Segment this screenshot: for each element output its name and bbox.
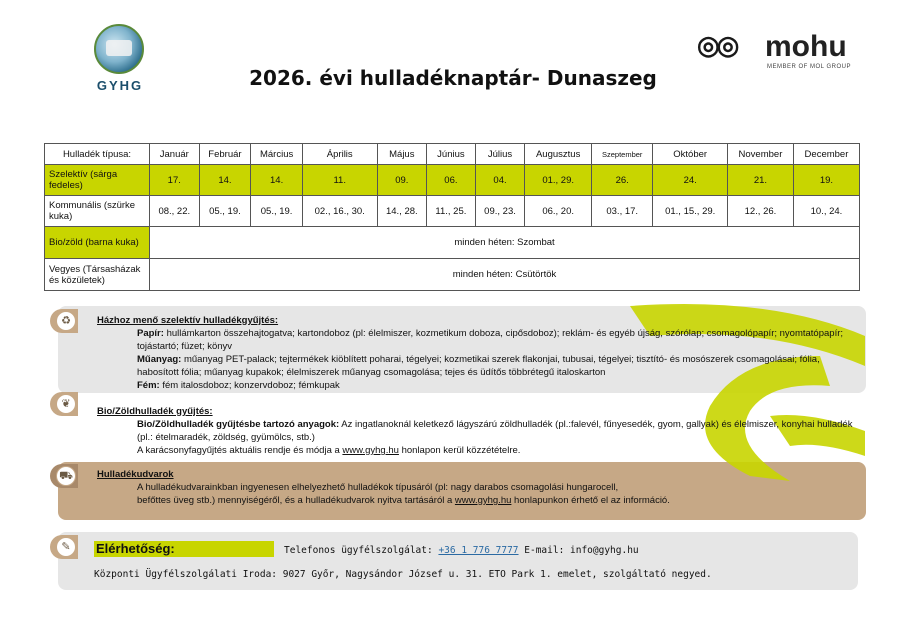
table-cell: 09. (377, 165, 427, 196)
phone-label: Telefonos ügyfélszolgálat: (284, 545, 433, 556)
selective-heading: Házhoz menő szelektív hulladékgyűjtés: (97, 315, 279, 326)
paper-label: Papír: (137, 328, 164, 339)
month-header: Július (475, 144, 525, 165)
paper-text: hullámkarton összehajtogatva; kartondoboz (pl: élelmiszer, kozmetikum doboza, cipősdoboz); reklám- és egyéb újság, szórólap; csomagolópapír; nyomtatópapír; tojástartó; füzet; könyv (137, 328, 844, 352)
mohu-logo-word: mohu (765, 30, 847, 63)
table-cell: 11. (302, 165, 377, 196)
plastic-label: Műanyag: (137, 354, 182, 365)
table-cell: 14. (251, 165, 303, 196)
mohu-mark-icon: ◎◎ (697, 30, 737, 60)
yard-line2-post: honlapunkon érhető el az információ. (511, 495, 670, 506)
recycle-icon: ♻ (50, 309, 78, 333)
table-cell: 17. (150, 165, 200, 196)
month-header: Október (653, 144, 728, 165)
table-header-row (45, 144, 860, 165)
table-cell: 01., 15., 29. (653, 196, 728, 227)
table-cell: 04. (475, 165, 525, 196)
month-header: Április (302, 144, 377, 165)
mohu-logo-subtitle: MEMBER OF MOL GROUP (767, 64, 851, 70)
office-address: Központi Ügyfélszolgálati Iroda: 9027 Győr, Nagysándor József u. 31. ETO Park 1. emelet, szolgáltató negyed. (94, 569, 712, 580)
table-cell: 24. (653, 165, 728, 196)
gyhg-logo-text: GYHG (96, 78, 144, 93)
month-header: Február (199, 144, 251, 165)
month-header: November (727, 144, 793, 165)
table-cell: 05., 19. (251, 196, 303, 227)
yard-heading: Hulladékudvarok (97, 469, 174, 480)
table-cell: 14., 28. (377, 196, 427, 227)
table-cell: 21. (727, 165, 793, 196)
table-span-cell: minden héten: Csütörtök (150, 259, 860, 291)
month-header: December (793, 144, 859, 165)
contact-phone-line (284, 545, 639, 556)
table-cell: 09., 23. (475, 196, 525, 227)
table-row (45, 227, 860, 259)
table-header-label: Hulladék típusa: (45, 144, 150, 165)
phone-link[interactable]: +36 1 776 7777 (438, 545, 519, 556)
xmas-text-pre: A karácsonyfagyűjtés aktuális rendje és módja a (137, 445, 343, 456)
metal-label: Fém: (137, 380, 160, 391)
table-cell: 03., 17. (592, 196, 653, 227)
row-label: Szelektív (sárga fedeles) (45, 165, 150, 196)
waste-calendar-table (44, 143, 860, 291)
table-row (45, 196, 860, 227)
table-cell: 26. (592, 165, 653, 196)
month-header: Június (427, 144, 476, 165)
truck-icon: ⛟ (50, 464, 78, 488)
table-cell: 06. (427, 165, 476, 196)
table-cell: 12., 26. (727, 196, 793, 227)
xmas-text-post: honlapon kerül közzétételre. (398, 445, 521, 456)
month-header: Január (150, 144, 200, 165)
gyhg-link[interactable]: www.gyhg.hu (454, 495, 512, 506)
row-label: Bio/zöld (barna kuka) (45, 227, 150, 259)
metal-text: fém italosdoboz; konzervdoboz; fémkupak (159, 380, 340, 391)
selective-section (97, 314, 857, 392)
plastic-text: műanyag PET-palack; tejtermékek kiöblített poharai, tégelyei; kozmetikai szerek flakonjai, tubusai, tégelyei; tisztító- és mosószerek csomagolásai; fólia, habosított fólia; műanyag kupakok; élelmiszerek műanyag csomagolása; tejes és üdítős többrétegű italoskarton (137, 354, 820, 378)
table-cell: 14. (199, 165, 251, 196)
bio-heading: Bio/Zöldhulladék gyűjtés: (97, 406, 213, 417)
table-cell: 02., 16., 30. (302, 196, 377, 227)
gyhg-link[interactable]: www.gyhg.hu (342, 445, 399, 456)
table-cell: 19. (793, 165, 859, 196)
month-header: Szeptember (592, 144, 653, 165)
yard-section (97, 468, 857, 507)
email-text[interactable]: E-mail: info@gyhg.hu (524, 545, 639, 556)
table-cell: 10., 24. (793, 196, 859, 227)
table-span-cell: minden héten: Szombat (150, 227, 860, 259)
bio-section (97, 405, 857, 457)
row-label: Kommunális (szürke kuka) (45, 196, 150, 227)
leaf-icon: ❦ (50, 392, 78, 416)
table-cell: 08., 22. (150, 196, 200, 227)
month-header: Március (251, 144, 303, 165)
table-cell: 11., 25. (427, 196, 476, 227)
page-title: 2026. évi hulladéknaptár- Dunaszeg (249, 66, 657, 90)
table-cell: 05., 19. (199, 196, 251, 227)
table-row (45, 259, 860, 291)
table-cell: 06., 20. (525, 196, 592, 227)
yard-line1: A hulladékudvarainkban ingyenesen elhelyezhető hulladékok típusáról (pl: nagy darabos csomagolási hungarocell, (137, 482, 619, 493)
month-header: Augusztus (525, 144, 592, 165)
table-row (45, 165, 860, 196)
month-header: Május (377, 144, 427, 165)
bio-label: Bio/Zöldhulladék gyűjtésbe tartozó anyagok: (137, 419, 340, 430)
bio-text: Az ingatlanoknál keletkező lágyszárú zöldhulladék (pl.:falevél, fűnyesedék, gyom, gallyak) és élelmiszer, konyhai hulladék (pl.: ételmaradék, zöldség, gyümölcs, stb.) (137, 419, 853, 443)
yard-line2-pre: befőttes üveg stb.) mennyiségéről, és a hulladékudvarok nyitva tartásáról a (137, 495, 455, 506)
table-cell: 01., 29. (525, 165, 592, 196)
contact-label: Elérhetőség: (94, 541, 274, 557)
phone-icon: ✎ (50, 535, 78, 559)
row-label: Vegyes (Társasházak és közületek) (45, 259, 150, 291)
